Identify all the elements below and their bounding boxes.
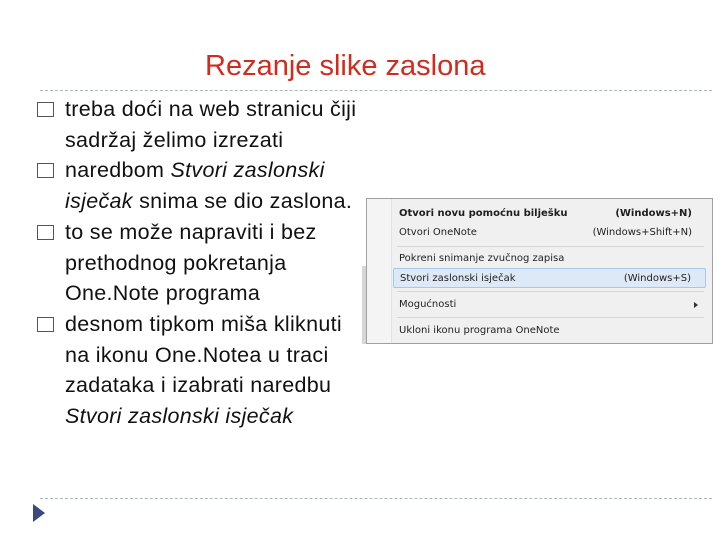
menu-item-label: Stvori zaslonski isječak bbox=[400, 273, 516, 284]
menu-item-open-onenote[interactable] bbox=[391, 223, 708, 243]
bullet-text: treba doći na web stranicu čiji sadržaj želimo izrezati bbox=[65, 97, 357, 152]
onenote-context-menu bbox=[366, 198, 713, 344]
menu-item-label: Otvori novu pomoćnu bilješku bbox=[399, 208, 568, 219]
bullet-text: to se može napraviti i bez prethodnog pokretanja One.Note programa bbox=[65, 219, 317, 306]
bullet-text-pre: naredbom bbox=[65, 158, 171, 183]
menu-separator bbox=[397, 246, 704, 247]
bullet-box-icon bbox=[37, 163, 54, 178]
title-divider bbox=[40, 90, 712, 91]
menu-item-new-note[interactable] bbox=[391, 204, 708, 224]
bullet-item bbox=[37, 309, 357, 432]
bullet-box-icon bbox=[37, 102, 54, 117]
bullet-item bbox=[37, 155, 357, 216]
menu-item-label: Mogućnosti bbox=[399, 299, 457, 310]
menu-item-screen-clip[interactable] bbox=[393, 268, 706, 288]
menu-item-shortcut: (Windows+S) bbox=[623, 273, 691, 284]
menu-item-options[interactable] bbox=[391, 295, 708, 315]
menu-item-remove-icon[interactable] bbox=[391, 321, 708, 341]
slide-nav-arrow-icon bbox=[33, 504, 45, 522]
menu-item-label: Otvori OneNote bbox=[399, 227, 477, 238]
menu-item-shortcut: (Windows+Shift+N) bbox=[592, 227, 692, 238]
menu-item-record-audio[interactable] bbox=[391, 249, 708, 269]
menu-icon-gutter bbox=[367, 199, 392, 343]
footer-divider bbox=[40, 498, 712, 499]
bullet-text-italic: Stvori zaslonski isječak bbox=[65, 158, 325, 214]
menu-separator bbox=[397, 317, 704, 318]
bullet-text-italic: Stvori zaslonski isječak bbox=[65, 404, 294, 429]
bullet-item bbox=[37, 217, 357, 309]
bullet-text-post: snima se dio zaslona. bbox=[132, 189, 353, 214]
menu-item-label: Pokreni snimanje zvučnog zapisa bbox=[399, 253, 565, 264]
bullet-list bbox=[37, 94, 357, 432]
menu-item-shortcut: (Windows+N) bbox=[615, 208, 692, 219]
submenu-arrow-icon bbox=[694, 302, 698, 308]
bullet-box-icon bbox=[37, 317, 54, 332]
bullet-item bbox=[37, 94, 357, 155]
bullet-box-icon bbox=[37, 225, 54, 240]
bullet-text-pre: desnom tipkom miša kliknuti na ikonu One.Notea u traci zadataka i izabrati naredbu bbox=[65, 311, 342, 398]
menu-separator bbox=[397, 291, 704, 292]
menu-item-label: Ukloni ikonu programa OneNote bbox=[399, 325, 560, 336]
